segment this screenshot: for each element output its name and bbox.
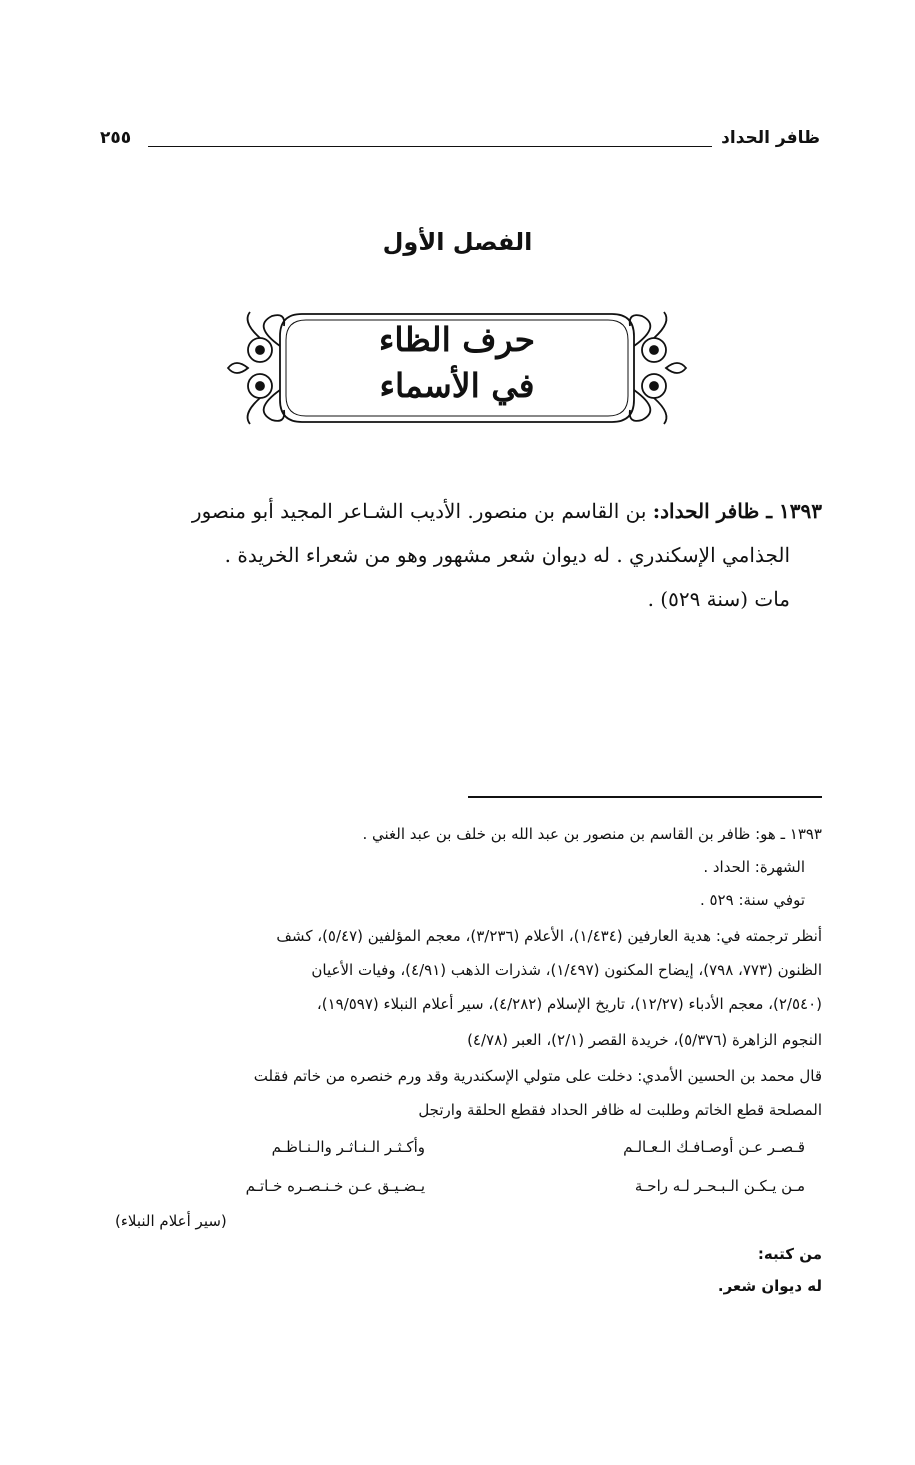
footnote-line: النجوم الزاهرة (٥/٣٧٦)، خريدة القصر (٢/١)، العبر (٤/٧٨) [467, 1031, 822, 1049]
verse-1-first: قـصـر عـن أوصـافـك الـعـالـم [623, 1138, 805, 1156]
frame-title-line-1: حرف الظاء [378, 320, 536, 359]
ornamental-frame [222, 306, 692, 430]
works-label: من كتبه: [757, 1245, 822, 1263]
footnote-line: المصلحة قطع الخاتم وطلبت له ظافر الحداد فقطع الحلقة وارتجل [418, 1101, 822, 1119]
footnote-line: توفي سنة: ٥٢٩ . [699, 891, 805, 909]
footnote-rule [468, 796, 822, 798]
entry-text-1: بن القاسم بن منصور. الأديب الشـاعر المجيد أبو منصور [191, 499, 647, 523]
frame-title-line-2: في الأسماء [379, 366, 535, 405]
chapter-title: الفصل الأول [382, 228, 533, 256]
page-number: ٢٥٥ [100, 128, 132, 148]
verse-1-second: وأكـثـر الـنـاثـر والـنـاظـم [271, 1138, 425, 1156]
verse-2-first: مـن يـكـن الـبـحـر لـه راحـة [634, 1177, 805, 1195]
footnote-line: الظنون (٧٧٣، ٧٩٨)، إيضاح المكنون (١/٤٩٧)، شذرات الذهب (٤/٩١)، وفيات الأعيان [311, 961, 822, 979]
running-title: ظافر الحداد [721, 128, 820, 148]
verse-2-second: يـضـيـق عـن خـنـصـره خـاتـم [245, 1177, 425, 1195]
footnote-line: قال محمد بن الحسين الأمدي: دخلت على متولي الإسكندرية وقد ورم خنصره من خاتم فقلت [253, 1067, 822, 1085]
entry-line-1 [100, 490, 822, 532]
verse-source: (سير أعلام النبلاء) [115, 1212, 227, 1230]
footnote-line: (٢/٥٤٠)، معجم الأدباء (١٢/٢٧)، تاريخ الإسلام (٤/٢٨٢)، سير أعلام النبلاء (١٩/٥٩٧)، [316, 995, 822, 1013]
footnote-line: ١٣٩٣ ـ هو: ظافر بن القاسم بن منصور بن عبد الله بن خلف بن عبد الغني . [362, 825, 822, 843]
header-rule [148, 146, 712, 147]
works-item: له ديوان شعر. [717, 1277, 822, 1295]
entry-line-3: مات (سنة ٥٢٩) . [647, 587, 790, 611]
entry-heading: ١٣٩٣ ـ ظافر الحداد: [652, 499, 822, 523]
footnote-line: أنظر ترجمته في: هدية العارفين (١/٤٣٤)، الأعلام (٣/٢٣٦)، معجم المؤلفين (٥/٤٧)، كشف [276, 927, 822, 945]
footnote-line: الشهرة: الحداد . [703, 858, 805, 876]
entry-line-2: الجذامي الإسكندري . له ديوان شعر مشهور وهو من شعراء الخريدة . [224, 543, 790, 567]
running-head [100, 128, 820, 158]
